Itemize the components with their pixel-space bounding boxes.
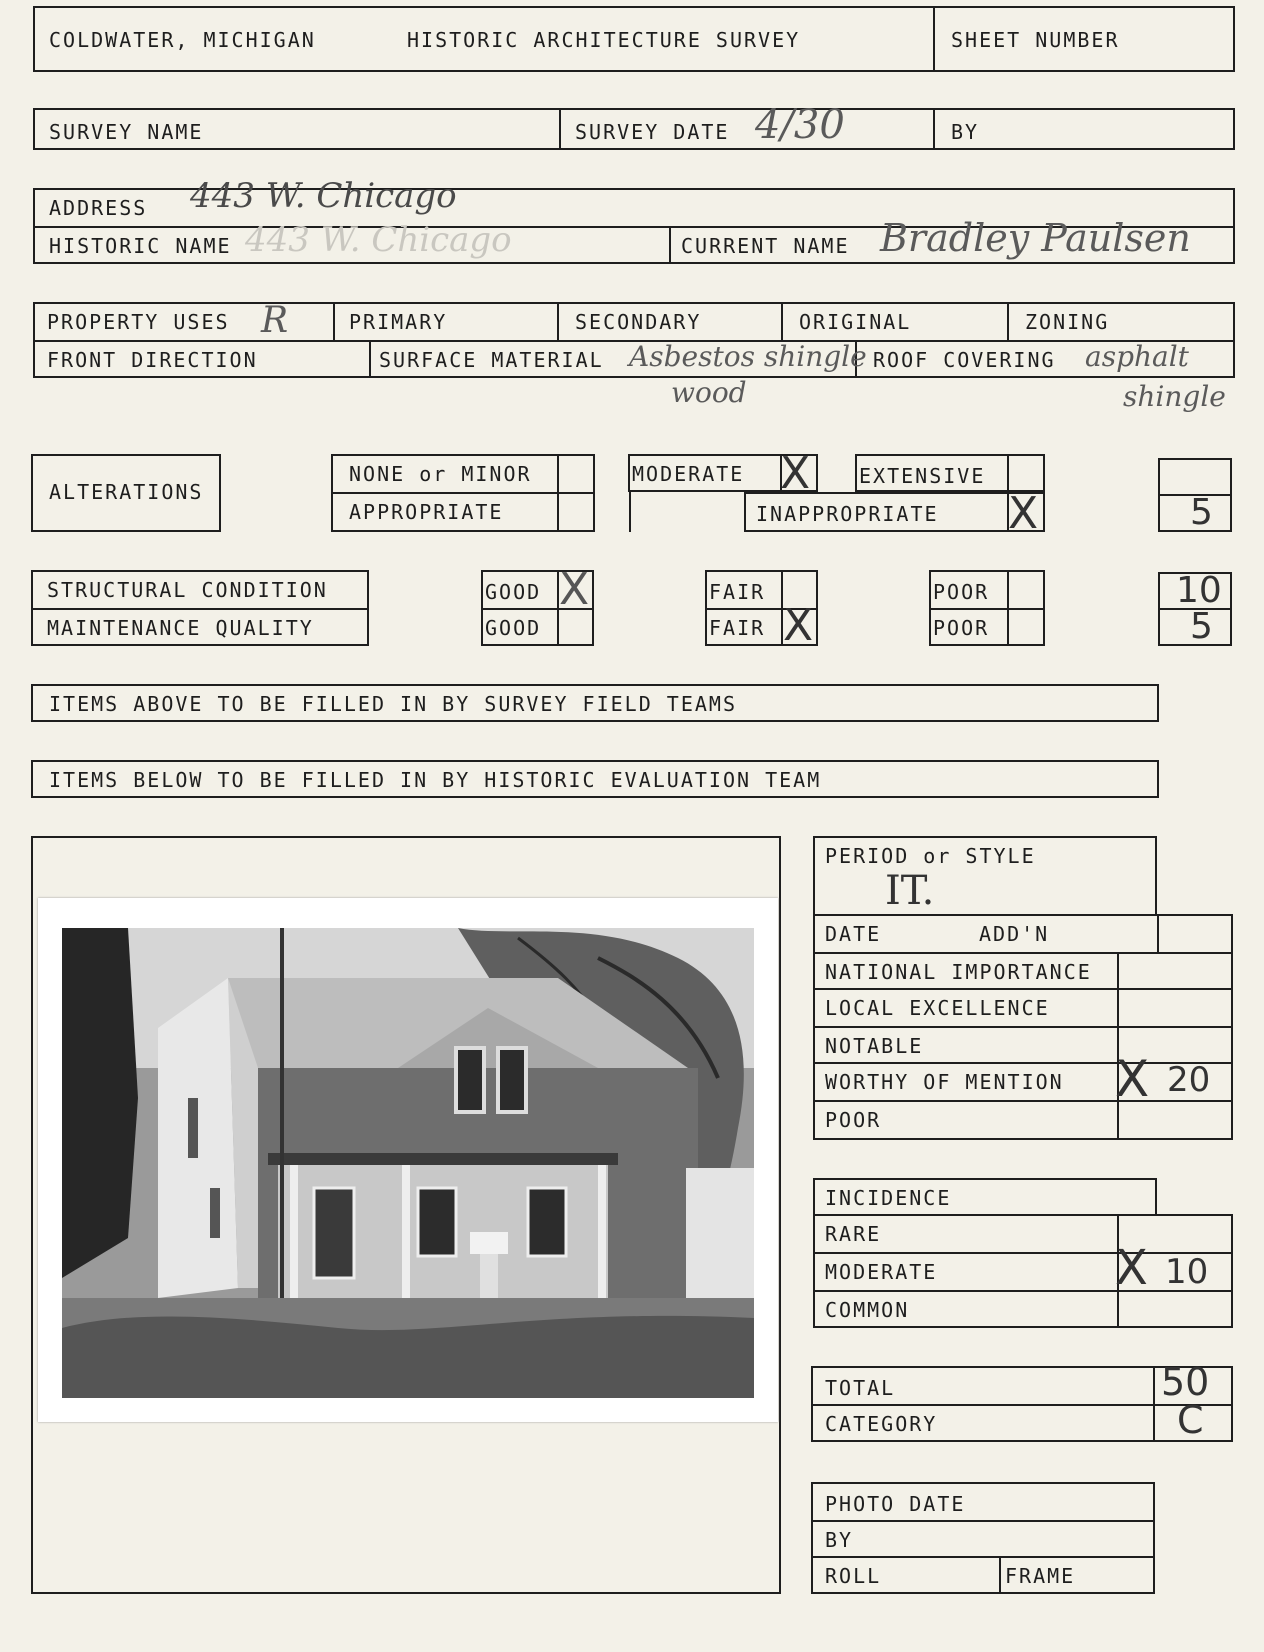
appropriate-label: APPROPRIATE xyxy=(349,500,504,524)
fair-column xyxy=(705,570,818,651)
period-style-label: PERIOD or STYLE xyxy=(825,844,1036,868)
address-label: ADDRESS xyxy=(49,196,148,220)
evaluation-grid xyxy=(813,914,1233,1140)
moderate-alterations-box xyxy=(628,448,818,499)
moderate-alterations-mark: X xyxy=(780,448,811,499)
city-label: COLDWATER, MICHIGAN xyxy=(49,28,316,52)
alterations-label: ALTERATIONS xyxy=(49,480,204,504)
maintenance-score: 5 xyxy=(1190,606,1213,647)
historic-name-label: HISTORIC NAME xyxy=(49,234,232,258)
moderate-incidence-label: MODERATE xyxy=(825,1260,938,1284)
alterations-grid xyxy=(331,454,595,532)
moderate-incidence-mark: X xyxy=(1115,1240,1148,1296)
condition-score-box xyxy=(1158,572,1232,646)
extensive-box xyxy=(855,454,1045,492)
roof-covering-label: ROOF COVERING xyxy=(873,348,1056,372)
extensive-label: EXTENSIVE xyxy=(859,464,986,488)
photo-by-label: BY xyxy=(825,1528,854,1552)
rare-label: RARE xyxy=(825,1222,882,1246)
category-value: C xyxy=(1177,1398,1204,1442)
national-importance-label: NATIONAL IMPORTANCE xyxy=(825,960,1092,984)
condition-label-box xyxy=(31,570,369,646)
property-uses-value: R xyxy=(261,300,289,341)
worthy-of-mention-label: WORTHY OF MENTION xyxy=(825,1070,1064,1094)
address-block xyxy=(33,176,1235,264)
house-photo xyxy=(38,898,778,1422)
alterations-label-box xyxy=(31,454,221,532)
none-minor-label: NONE or MINOR xyxy=(349,462,532,486)
zoning-label: ZONING xyxy=(1025,310,1110,334)
survey-name-label: SURVEY NAME xyxy=(49,120,204,144)
notable-label: NOTABLE xyxy=(825,1034,924,1058)
period-style-value: IT. xyxy=(885,868,935,914)
survey-row xyxy=(33,102,1235,150)
local-excellence-label: LOCAL EXCELLENCE xyxy=(825,996,1050,1020)
header-box xyxy=(33,6,1235,72)
property-uses-label: PROPERTY USES xyxy=(47,310,230,334)
survey-date-label: SURVEY DATE xyxy=(575,120,730,144)
secondary-label: SECONDARY xyxy=(575,310,702,334)
survey-date-value: 4/30 xyxy=(755,102,845,148)
inappropriate-label: INAPPROPRIATE xyxy=(756,502,939,526)
primary-label: PRIMARY xyxy=(349,310,448,334)
note-below-box xyxy=(31,760,1159,798)
roof-covering-value: asphalt xyxy=(1085,340,1189,373)
historic-name-value: 443 W. Chicago xyxy=(245,220,512,260)
total-label: TOTAL xyxy=(825,1376,896,1400)
maintenance-poor-label: POOR xyxy=(933,616,990,640)
surface-material-label: SURFACE MATERIAL xyxy=(379,348,604,372)
original-label: ORIGINAL xyxy=(799,310,912,334)
sheet-number-label: SHEET NUMBER xyxy=(951,28,1120,52)
maintenance-good-label: GOOD xyxy=(485,616,542,640)
house-photo-image xyxy=(38,898,778,1422)
totals-box xyxy=(811,1360,1233,1442)
good-column xyxy=(481,564,594,646)
survey-title: HISTORIC ARCHITECTURE SURVEY xyxy=(407,28,801,52)
inappropriate-mark: X xyxy=(1008,488,1039,539)
maintenance-fair-mark: X xyxy=(783,600,814,651)
worthy-mark: X xyxy=(1115,1050,1150,1108)
photo-date-label: PHOTO DATE xyxy=(825,1492,966,1516)
worthy-score: 20 xyxy=(1167,1060,1211,1100)
maintenance-fair-label: FAIR xyxy=(709,616,766,640)
roof-covering-value-2: shingle xyxy=(1123,380,1226,413)
frame-label: FRAME xyxy=(1005,1564,1076,1588)
inappropriate-box xyxy=(744,488,1045,539)
addn-label: ADD'N xyxy=(979,922,1050,946)
current-name-label: CURRENT NAME xyxy=(681,234,850,258)
category-label: CATEGORY xyxy=(825,1412,938,1436)
note-above: ITEMS ABOVE TO BE FILLED IN BY SURVEY FIELD TEAMS xyxy=(49,692,738,716)
alterations-score: 5 xyxy=(1190,492,1213,533)
incidence-grid xyxy=(813,1214,1233,1328)
structural-score: 10 xyxy=(1176,570,1222,611)
structural-condition-label: STRUCTURAL CONDITION xyxy=(47,578,328,602)
moderate-incidence-score: 10 xyxy=(1165,1252,1209,1292)
date-label: DATE xyxy=(825,922,882,946)
maintenance-quality-label: MAINTENANCE QUALITY xyxy=(47,616,314,640)
structural-good-mark: X xyxy=(559,564,590,615)
incidence-label: INCIDENCE xyxy=(825,1186,952,1210)
period-style-box xyxy=(813,836,1157,916)
surface-material-value-2: wood xyxy=(671,376,747,409)
note-above-box xyxy=(31,684,1159,722)
photo-info-box xyxy=(811,1482,1155,1594)
moderate-alterations-label: MODERATE xyxy=(632,462,745,486)
total-value: 50 xyxy=(1161,1360,1210,1404)
structural-fair-label: FAIR xyxy=(709,580,766,604)
front-direction-label: FRONT DIRECTION xyxy=(47,348,258,372)
structural-good-label: GOOD xyxy=(485,580,542,604)
address-value: 443 W. Chicago xyxy=(190,176,457,216)
poor-rating-label: POOR xyxy=(825,1108,882,1132)
incidence-box xyxy=(813,1178,1157,1216)
roll-label: ROLL xyxy=(825,1564,882,1588)
poor-column xyxy=(929,570,1045,646)
surface-material-value: Asbestos shingle xyxy=(629,340,867,373)
common-label: COMMON xyxy=(825,1298,910,1322)
survey-by-label: BY xyxy=(951,120,980,144)
uses-block xyxy=(33,300,1235,413)
alterations-score-box xyxy=(1158,458,1232,532)
structural-poor-label: POOR xyxy=(933,580,990,604)
note-below: ITEMS BELOW TO BE FILLED IN BY HISTORIC EVALUATION TEAM xyxy=(49,768,822,792)
current-name-value: Bradley Paulsen xyxy=(880,216,1191,260)
